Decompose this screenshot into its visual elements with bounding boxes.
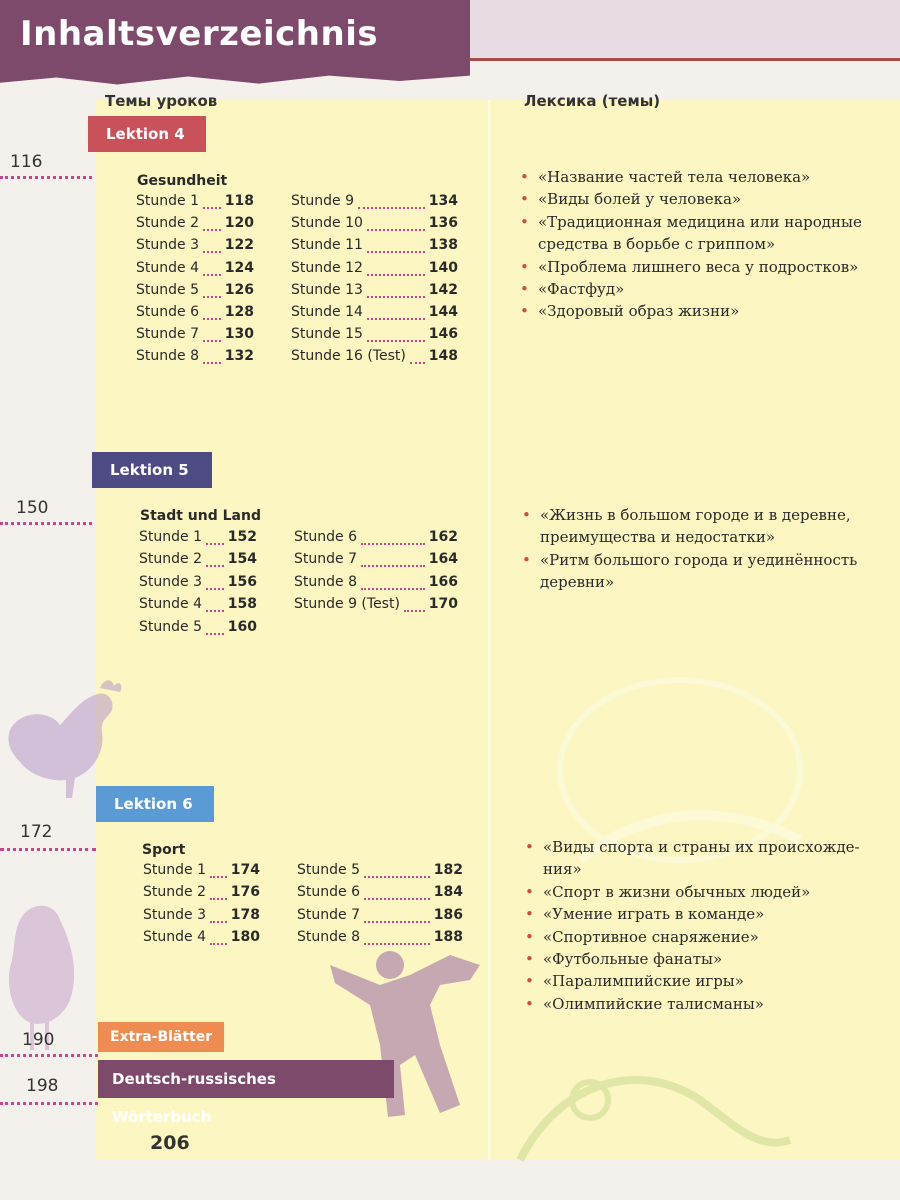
dotted-leader — [206, 610, 224, 612]
dotted-leader — [206, 588, 224, 590]
vocab-item: • «Спортивное снаряжение» — [525, 926, 870, 948]
dotted-leader — [203, 251, 221, 253]
dotted-leader — [210, 921, 227, 923]
dotted-leader — [410, 362, 425, 364]
stunde-label: Stunde 2 — [143, 884, 206, 901]
stunde-label: Stunde 7 — [297, 906, 360, 923]
stunde-row[interactable] — [291, 193, 458, 209]
stunde-label: Stunde 4 — [139, 596, 202, 613]
vocab-item: • «Виды спорта и страны их происхожде- ния» — [525, 836, 870, 881]
stunde-label: Stunde 12 — [291, 259, 363, 276]
dotted-leader — [0, 1102, 98, 1105]
stunde-label: Stunde 5 — [297, 862, 360, 878]
header-strip — [470, 0, 900, 58]
lektion-4-tab[interactable]: Lektion 4 — [88, 116, 206, 152]
stunde-page-number: 148 — [428, 348, 458, 365]
dotted-leader — [364, 943, 430, 945]
vocab-item: • «Название частей тела человека» — [520, 166, 880, 188]
lektion-5-tab[interactable]: Lektion 5 — [92, 452, 212, 488]
stunde-row[interactable] — [139, 529, 257, 545]
dotted-leader — [364, 921, 430, 923]
stunde-label: Stunde 4 — [136, 259, 199, 276]
column-header-lessons: Темы уроков — [105, 92, 218, 110]
vocab-list-lektion-6 — [525, 836, 870, 1015]
lektion-6-tab[interactable]: Lektion 6 — [96, 786, 214, 822]
stunde-row[interactable] — [143, 929, 260, 945]
topic-lektion-6: Sport — [142, 842, 186, 858]
stunde-row[interactable] — [136, 215, 254, 231]
dotted-leader — [367, 340, 425, 342]
dotted-leader — [367, 229, 425, 231]
dotted-leader — [203, 362, 221, 364]
stunde-label: Stunde 8 — [297, 929, 360, 946]
stunde-row[interactable] — [143, 884, 260, 900]
vocab-item: • «Жизнь в большом городе и в деревне, преимущества и недостатки» — [522, 504, 882, 549]
stunde-label: Stunde 8 — [294, 573, 357, 590]
dotted-leader — [367, 251, 425, 253]
vocab-item: • «Ритм большого города и уединённость деревни» — [522, 549, 882, 594]
vocab-item: • «Олимпийские талисманы» — [525, 993, 870, 1015]
stunde-row[interactable] — [136, 304, 254, 320]
stunde-page-number: 176 — [230, 884, 260, 901]
stunde-label: Stunde 3 — [143, 906, 206, 923]
stunde-row[interactable] — [291, 237, 458, 253]
stunde-page-number: 134 — [428, 193, 458, 209]
dotted-leader — [210, 943, 227, 945]
stunde-label: Stunde 7 — [294, 551, 357, 568]
stunde-page-number: 118 — [224, 193, 254, 209]
stunde-label: Stunde 13 — [291, 281, 363, 298]
dotted-leader — [367, 274, 425, 276]
vocab-list-lektion-4 — [520, 166, 880, 323]
stunde-row[interactable] — [139, 596, 257, 612]
stunde-label: Stunde 11 — [291, 237, 363, 254]
stunde-row[interactable] — [297, 907, 463, 923]
stunde-row[interactable] — [291, 260, 458, 276]
stunde-page-number: 130 — [224, 326, 254, 343]
stunde-row[interactable] — [143, 862, 260, 878]
dotted-leader — [367, 296, 425, 298]
dotted-leader — [367, 318, 425, 320]
stunde-page-number: 182 — [433, 862, 463, 878]
dotted-leader — [203, 318, 221, 320]
stunde-row[interactable] — [291, 348, 458, 364]
stunde-row[interactable] — [297, 929, 463, 945]
topic-lektion-4: Gesundheit — [137, 173, 228, 189]
stunde-label: Stunde 15 — [291, 326, 363, 343]
stunde-page-number: 170 — [428, 596, 458, 613]
dotted-leader — [203, 207, 221, 209]
stunde-label: Stunde 3 — [139, 573, 202, 590]
stunde-page-number: 166 — [428, 573, 458, 590]
dotted-leader — [364, 898, 430, 900]
stethoscope-illustration — [500, 1040, 800, 1180]
dotted-leader — [0, 176, 92, 179]
dotted-leader — [0, 1054, 98, 1057]
dotted-leader — [361, 543, 425, 545]
stunde-label: Stunde 10 — [291, 215, 363, 232]
stunde-label: Stunde 2 — [136, 215, 199, 232]
extra-blaetter-tab[interactable]: Extra-Blätter — [98, 1022, 224, 1052]
stunde-page-number: 188 — [433, 929, 463, 946]
vocab-item: • «Умение играть в команде» — [525, 903, 870, 925]
stunde-page-number: 174 — [230, 862, 260, 878]
stunde-label: Stunde 5 — [136, 281, 199, 298]
stunde-page-number: 128 — [224, 304, 254, 320]
page-title: Inhaltsverzeichnis — [20, 14, 379, 54]
vocab-item: • «Фастфуд» — [520, 278, 880, 300]
stunde-label: Stunde 3 — [136, 237, 199, 254]
column-header-vocab: Лексика (темы) — [524, 92, 661, 110]
stunde-row[interactable] — [136, 326, 254, 342]
stunde-row[interactable] — [143, 907, 260, 923]
stunde-page-number: 180 — [230, 929, 260, 946]
stunde-row[interactable] — [136, 260, 254, 276]
dotted-leader — [210, 876, 227, 878]
stunde-row[interactable] — [136, 237, 254, 253]
dotted-leader — [203, 340, 221, 342]
dotted-leader — [364, 876, 430, 878]
stunde-label: Stunde 9 (Test) — [294, 596, 400, 613]
page-number-extra: 190 — [22, 1030, 55, 1050]
stunde-page-number: 142 — [428, 281, 458, 298]
page-number-lektion-6: 172 — [20, 822, 53, 842]
dotted-leader — [358, 207, 425, 209]
dictionary-tab[interactable]: Deutsch-russisches Wörterbuch — [98, 1060, 394, 1098]
stunde-page-number: 144 — [428, 304, 458, 320]
stunde-page-number: 186 — [433, 906, 463, 923]
stunde-label: Stunde 5 — [139, 618, 202, 635]
topic-lektion-5: Stadt und Land — [140, 508, 261, 524]
stunde-label: Stunde 1 — [136, 193, 199, 209]
stunde-row[interactable] — [294, 551, 458, 567]
stunde-row[interactable] — [294, 574, 458, 590]
stunde-row[interactable] — [291, 304, 458, 320]
stunde-page-number: 164 — [428, 551, 458, 568]
stunde-label: Stunde 4 — [143, 929, 206, 946]
page-number: 206 — [150, 1132, 190, 1154]
stunde-page-number: 154 — [227, 551, 257, 568]
vocab-list-lektion-5 — [522, 504, 882, 594]
stunde-row[interactable] — [136, 193, 254, 209]
dotted-leader — [206, 565, 224, 567]
stunde-page-number: 136 — [428, 215, 458, 232]
stunde-row[interactable] — [297, 862, 463, 878]
stunde-row[interactable] — [139, 551, 257, 567]
stunde-row[interactable] — [136, 282, 254, 298]
stunde-label: Stunde 1 — [139, 529, 202, 545]
stunde-label: Stunde 2 — [139, 551, 202, 568]
dotted-leader — [206, 633, 224, 635]
stunde-row[interactable] — [291, 215, 458, 231]
dotted-leader — [404, 610, 425, 612]
stunde-page-number: 158 — [227, 596, 257, 613]
stunde-page-number: 146 — [428, 326, 458, 343]
vocab-item: • «Футбольные фанаты» — [525, 948, 870, 970]
page-number-lektion-4: 116 — [10, 152, 43, 172]
vocab-item: • «Паралимпийские игры» — [525, 970, 870, 992]
vocab-item: • «Спорт в жизни обычных людей» — [525, 881, 870, 903]
vocab-item: • «Традиционная медицина или народные средства в борьбе с гриппом» — [520, 211, 880, 256]
dotted-leader — [206, 543, 224, 545]
stunde-label: Stunde 6 — [297, 884, 360, 901]
stunde-label: Stunde 7 — [136, 326, 199, 343]
chicken-illustration — [0, 880, 110, 1060]
dotted-leader — [0, 848, 96, 851]
dotted-leader — [210, 898, 227, 900]
dotted-leader — [0, 522, 92, 525]
dotted-leader — [361, 588, 425, 590]
stunde-label: Stunde 6 — [136, 304, 199, 320]
stunde-label: Stunde 14 — [291, 304, 363, 320]
stunde-row[interactable] — [297, 884, 463, 900]
stunde-row[interactable] — [294, 529, 458, 545]
stunde-page-number: 140 — [428, 259, 458, 276]
stunde-row[interactable] — [294, 596, 458, 612]
stunde-page-number: 160 — [227, 618, 257, 635]
stunde-page-number: 122 — [224, 237, 254, 254]
page-number-dictionary: 198 — [26, 1076, 59, 1096]
stunde-row[interactable] — [291, 326, 458, 342]
stunde-page-number: 132 — [224, 348, 254, 365]
breakdancer-illustration — [320, 935, 500, 1135]
stunde-label: Stunde 8 — [136, 348, 199, 365]
dotted-leader — [203, 229, 221, 231]
vocab-item: • «Проблема лишнего веса у подростков» — [520, 256, 880, 278]
vocab-item: • «Здоровый образ жизни» — [520, 300, 880, 322]
dotted-leader — [361, 565, 425, 567]
dotted-leader — [203, 296, 221, 298]
stunde-row[interactable] — [139, 619, 257, 635]
stunde-page-number: 178 — [230, 906, 260, 923]
stunde-page-number: 162 — [428, 529, 458, 545]
stunde-label: Stunde 16 (Test) — [291, 348, 406, 365]
stunde-page-number: 126 — [224, 281, 254, 298]
stunde-page-number: 138 — [428, 237, 458, 254]
stunde-label: Stunde 1 — [143, 862, 206, 878]
stunde-row[interactable] — [291, 282, 458, 298]
stunde-page-number: 156 — [227, 573, 257, 590]
page-number-lektion-5: 150 — [16, 498, 49, 518]
stunde-row[interactable] — [136, 348, 254, 364]
stunde-label: Stunde 9 — [291, 193, 354, 209]
header-rule — [470, 58, 900, 61]
dotted-leader — [203, 274, 221, 276]
stunde-page-number: 184 — [433, 884, 463, 901]
stunde-page-number: 120 — [224, 215, 254, 232]
stunde-page-number: 152 — [227, 529, 257, 545]
vocab-item: • «Виды болей у человека» — [520, 188, 880, 210]
stunde-label: Stunde 6 — [294, 529, 357, 545]
stunde-row[interactable] — [139, 574, 257, 590]
stunde-page-number: 124 — [224, 259, 254, 276]
